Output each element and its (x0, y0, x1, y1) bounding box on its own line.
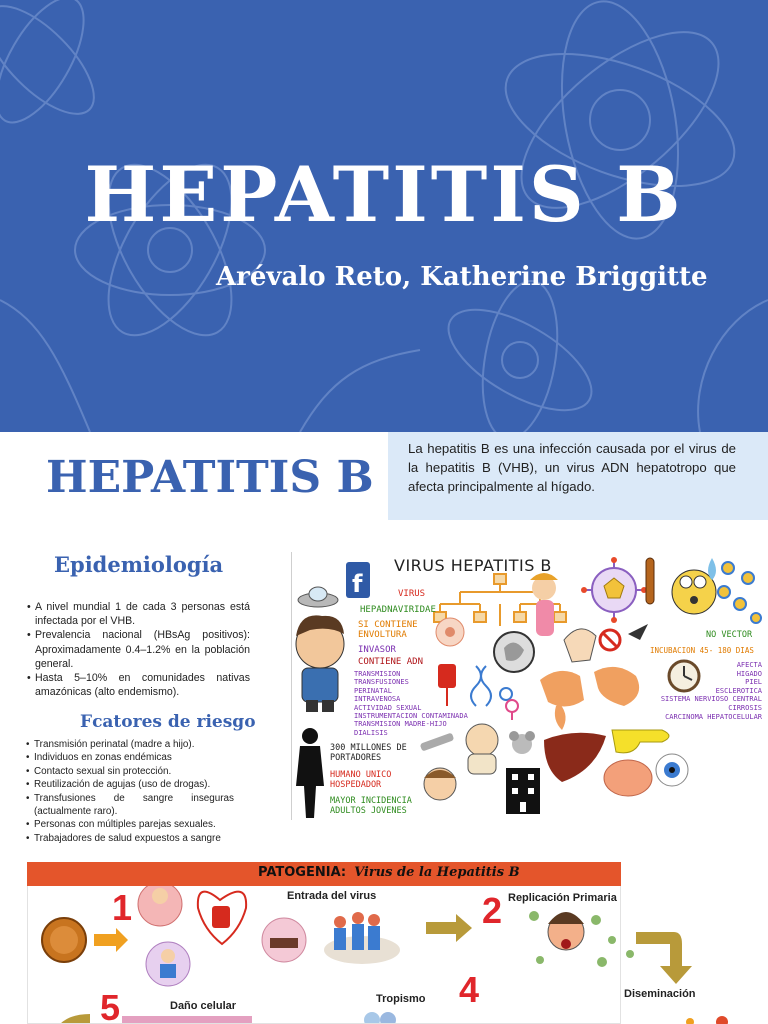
step-number: 2 (482, 890, 503, 931)
fetus-icon (494, 632, 534, 672)
family-label: HEPADNAVIRIDAE (360, 605, 436, 615)
hand-icon (564, 629, 596, 662)
glove-icon (612, 730, 669, 753)
dna-icon (471, 666, 491, 706)
epidemiology-title: Epidemiología (54, 552, 224, 577)
virus-icon (581, 557, 647, 623)
pathogenesis-subtitle: Virus de la Hepatitis B (354, 865, 520, 880)
curved-arrow-icon (636, 932, 692, 984)
cover-title: HEPATITIS B (84, 150, 684, 239)
bat-icon (646, 558, 654, 604)
pathogenesis-header (27, 862, 621, 886)
step-replication-label: Replicación Primaria (508, 892, 617, 904)
cell-icon (436, 618, 464, 646)
transmission-label: TRANSMISION TRANSFUSIONES PERINATAL INTRAVENOSA ACTIVIDAD SEXUAL INSTRUMENTACION CONTAMINADA TRANSMISION MADRE-HIJO DIALISIS (354, 670, 468, 737)
scared-character-icon (672, 570, 716, 614)
affects-label: AFECTA HIGADO PIEL ESCLEROTICA SISTEMA NERVIOSO CENTRAL CIRROSIS CARCINOMA HEPATOCELULAR (660, 661, 762, 721)
step-number: 5 (100, 987, 121, 1024)
list-item: • Reutilización de agujas (uso de drogas). (26, 778, 234, 791)
dna-label: CONTIENE ADN (358, 657, 424, 667)
section-title: HEPATITIS B (46, 452, 374, 503)
list-item: • Prevalencia nacional (HBsAg positivos): Aproximadamente 0.4–1.2% en la población general. (27, 628, 250, 671)
risk-factors-title: Fcatores de riesgo (80, 712, 256, 732)
infographic-title: VIRUS HEPATITIS B (394, 556, 552, 575)
list-item: • Transmisión perinatal (madre a hijo). (26, 738, 234, 751)
facebook-icon (346, 562, 370, 598)
virus-cluster-icon (718, 562, 761, 623)
incubation-label: INCUBACION 45- 180 DIAS (650, 646, 754, 655)
step-spread-label: Diseminación (624, 988, 696, 1000)
step-damage-label: Daño celular (170, 1000, 237, 1012)
no-vector-label: NO VECTOR (706, 630, 753, 640)
list-item: • Contacto sexual sin protección. (26, 765, 234, 778)
list-item: • Trabajadores de salud expuestos a sangre (26, 832, 234, 845)
incidence-label: MAYOR INCIDENCIA ADULTOS JOVENES (330, 796, 412, 816)
step-number: 4 (459, 969, 480, 1010)
hospital-icon (506, 768, 540, 814)
liver-icon (544, 733, 606, 782)
virus-label: VIRUS (398, 589, 426, 599)
gender-symbol-icon (500, 688, 518, 720)
list-item: • Hasta 5–10% en comunidades nativas amazónicas (alto endemismo). (27, 671, 250, 699)
brain-icon (604, 760, 652, 796)
dots-icon (686, 1016, 728, 1024)
list-item: • Transfusiones de sangre inseguras (actualmente raro). (26, 792, 234, 819)
step-entry-label: Entrada del virus (287, 890, 377, 902)
world-map-icon (540, 667, 639, 730)
list-item: • A nivel mundial 1 de cada 3 personas está infectada por el VHB. (27, 600, 250, 628)
koala-icon (509, 731, 535, 754)
step-tropism-label: Tropismo (376, 993, 426, 1005)
cover-author: Arévalo Reto, Katherine Briggitte (216, 262, 708, 292)
invasive-label: INVASOR (358, 645, 396, 655)
list-item: • Individuos en zonas endémicas (26, 751, 234, 764)
human-silhouette-icon (296, 728, 324, 818)
host-label: HUMANO UNICO HOSPEDADOR (330, 770, 392, 790)
svg-text:f: f (352, 570, 363, 598)
baby-icon (466, 724, 498, 774)
envelope-label: SI CONTIENE ENVOLTURA (358, 620, 418, 641)
ufo-icon (298, 587, 338, 607)
pathogenesis-label: PATOGENIA: (258, 865, 347, 880)
eye-icon (656, 754, 688, 786)
intro-text: La hepatitis B es una infección causada por el virus de la hepatitis B (VHB), un virus ADN hepatotropo que afecta principalmente al hígado. (388, 432, 768, 520)
man-cartoon-icon (296, 615, 344, 712)
list-item: • Personas con múltiples parejas sexuales. (26, 818, 234, 831)
step-number: 1 (112, 887, 133, 928)
boy-cartoon-icon (424, 768, 456, 800)
no-mosquito-icon (600, 624, 648, 650)
carriers-label: 300 MILLONES DE PORTADORES (330, 743, 407, 763)
